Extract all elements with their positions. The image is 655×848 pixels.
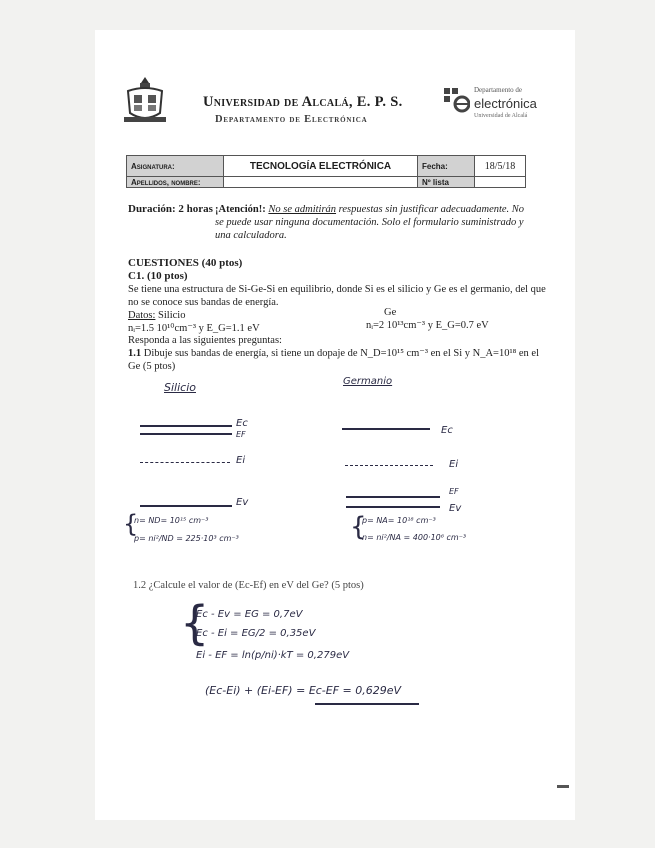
si-ei-label: Ei [236, 455, 246, 466]
ge-ef-line [346, 496, 440, 498]
fecha-value: 18/5/18 [475, 156, 526, 177]
attention-note [215, 203, 535, 242]
department-logo-icon [442, 86, 470, 114]
ge-ef-label: EF [449, 487, 459, 496]
duration: Duración: 2 horas [128, 203, 213, 215]
ge-ni: nᵢ=2 10¹³cm⁻³ [366, 320, 426, 331]
apellidos-field[interactable] [224, 177, 418, 188]
si-n-note: n= ND= 10¹⁵ cm⁻³ [134, 516, 209, 525]
final-equation: (Ec-Ei) + (Ei-EF) = Ec-EF = 0,629eV [205, 684, 402, 697]
fecha-label: Fecha: [418, 156, 475, 177]
university-crest-icon [122, 75, 168, 125]
university-title: Universidad de Alcalá, E. P. S. [203, 94, 403, 110]
exam-info-table [126, 155, 526, 188]
ge-data [366, 319, 489, 332]
si-p-note: p= ni²/ND = 225·10³ cm⁻³ [134, 534, 239, 543]
ge-ev-line [346, 506, 440, 508]
silicon-label: Silicio [158, 310, 186, 321]
logo-small-text: Departamento de [474, 86, 523, 94]
respond-text: Responda a las siguientes preguntas: [128, 335, 282, 346]
si-brace-icon: { [123, 510, 139, 538]
ge-ev-label: Ev [449, 503, 462, 514]
q11-text: Dibuje sus bandas de energía, si tiene un dopaje de N_D=10¹⁵ cm⁻³ en el Si y N_A=10¹⁸ en el Ge (5 ptos) [128, 348, 539, 372]
c1-title: C1. (10 ptos) [128, 270, 188, 282]
ge-n-note: n= ni²/NA = 400·10⁶ cm⁻³ [362, 533, 467, 542]
ge-ec-label: Ec [441, 425, 453, 436]
department-title: Departamento de Electrónica [215, 114, 368, 125]
attention-prefix: ¡Atención!: [215, 204, 266, 215]
equation-2: Ec - Ei = EG/2 = 0,35eV [196, 628, 316, 639]
q11-number: 1.1 [128, 348, 142, 359]
si-ec-label: Ec [236, 418, 248, 429]
silicon-ni: nᵢ=1.5 10¹⁰cm⁻³ [128, 323, 197, 334]
eq-brace-icon: { [180, 596, 210, 650]
asignatura-value: TECNOLOGÍA ELECTRÓNICA [224, 156, 418, 177]
scan-mark [557, 785, 569, 788]
info-row-name [127, 177, 526, 188]
si-ev-label: Ev [236, 497, 249, 508]
si-ev-line [140, 505, 232, 507]
attention-text: respuestas sin justificar adecuadamente. No se puede usar ninguna documentación. Solo el formulario suministrado y una calculadora. [215, 204, 525, 241]
germanium-heading: Germanio [343, 376, 393, 387]
question-1-2: 1.2 ¿Calcule el valor de (Ec-Ef) en eV del Ge? (5 ptos) [133, 580, 364, 591]
si-ef-line [140, 433, 232, 435]
asignatura-label: Asignatura: [127, 156, 224, 177]
si-ef-label: EF [236, 430, 246, 439]
ge-ei-line [345, 465, 433, 466]
problem-statement: Se tiene una estructura de Si-Ge-Si en equilibrio, donde Si es el silicio y Ge es el germanio, del que no se conoce sus bandas de energía. [128, 284, 546, 308]
ge-ec-line [342, 428, 430, 430]
section-title: CUESTIONES (40 ptos) [128, 257, 243, 269]
ge-ei-label: Ei [449, 459, 459, 470]
ge-eg: y E_G=0.7 eV [427, 320, 489, 331]
silicon-eg: y E_G=1.1 eV [198, 323, 260, 334]
equation-1: Ec - Ev = EG = 0,7eV [196, 609, 303, 620]
nlista-label: Nº lista [418, 177, 475, 188]
answer-underline [315, 703, 419, 705]
datos-row [128, 309, 185, 322]
si-ec-line [140, 425, 232, 427]
datos-label: Datos: [128, 310, 156, 321]
attention-underlined: No se admitirán [268, 204, 337, 215]
logo-sub-text: Universidad de Alcalá [474, 113, 528, 119]
apellidos-label: Apellidos, nombre: [127, 177, 224, 188]
info-row-subject [127, 156, 526, 177]
ge-brace-icon: { [350, 512, 367, 542]
logo-big-text: electrónica [474, 96, 537, 111]
silicon-heading: Silicio [164, 381, 196, 394]
ge-p-note: p= NA= 10¹⁸ cm⁻³ [362, 516, 436, 525]
ge-label: Ge [384, 307, 397, 318]
question-1-1 [128, 347, 548, 373]
nlista-field[interactable] [475, 177, 526, 188]
equation-3: Ei - EF = ln(p/ni)·kT = 0,279eV [196, 650, 350, 661]
si-ei-line [140, 462, 230, 463]
